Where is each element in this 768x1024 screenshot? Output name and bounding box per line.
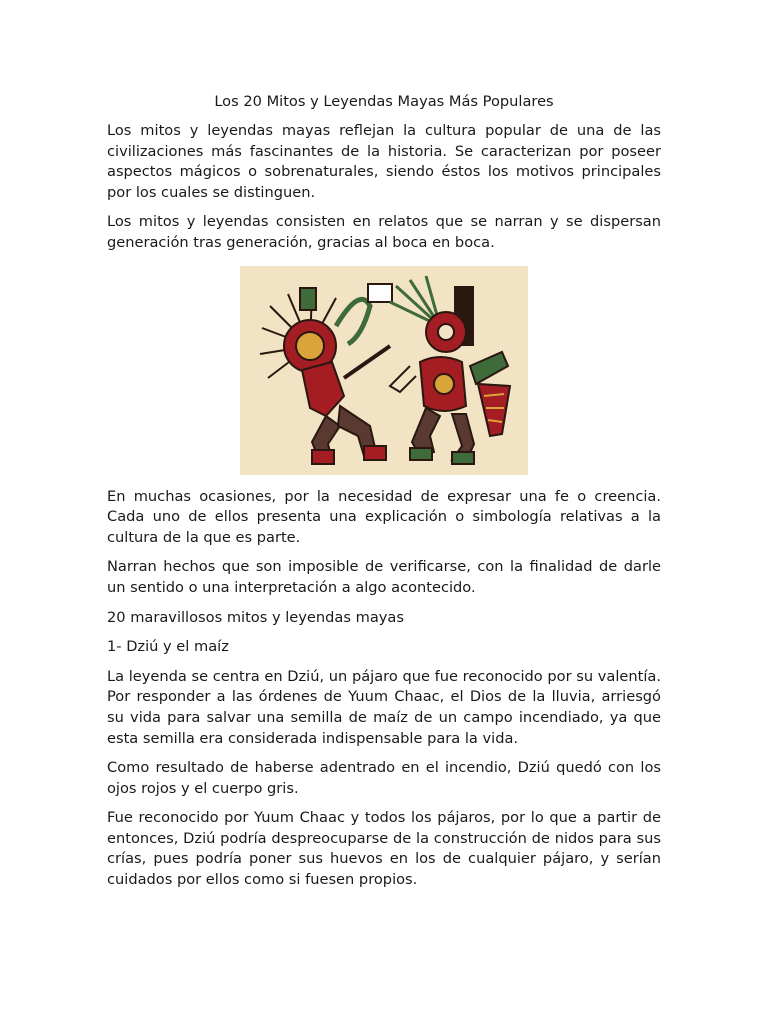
paragraph-intro: Los mitos y leyendas mayas reflejan la cultura popular de una de las civilizaciones más fascinantes de la historia. Se caracterizan por poseer aspectos mágicos o sobrenaturales, siendo éstos los motivos principales por los cuales se distinguen. bbox=[107, 122, 661, 201]
section-heading: 20 maravillosos mitos y leyendas mayas bbox=[107, 608, 404, 626]
paragraph-dziu-result: Como resultado de haberse adentrado en el incendio, Dziú quedó con los ojos rojos y el cuerpo gris. bbox=[107, 759, 661, 797]
paragraph-purpose: Narran hechos que son imposible de verificarse, con la finalidad de darle un sentido o una interpretación a algo acontecido. bbox=[107, 558, 661, 596]
document-title: Los 20 Mitos y Leyendas Mayas Más Populares bbox=[214, 93, 554, 110]
document-page bbox=[107, 92, 661, 900]
codex-illustration bbox=[240, 266, 528, 475]
paragraph-dziu-legend: La leyenda se centra en Dziú, un pájaro que fue reconocido por su valentía. Por responder a las órdenes de Yuum Chaac, el Dios de la lluvia, arriesgó su vida para salvar una semilla de maíz de un campo incendiado, ya que esta semilla era considerada indispensable para la vida. bbox=[107, 667, 661, 747]
paragraph-belief: En muchas ocasiones, por la necesidad de expresar una fe o creencia. Cada uno de ellos presenta una explicación o simbología relativas a la cultura de la que es parte. bbox=[107, 487, 661, 546]
paragraph-dziu-reward: Fue reconocido por Yuum Chaac y todos los pájaros, por lo que a partir de entonces, Dziú podría despreocuparse de la construcción de nidos para sus crías, pues podría poner sus huevos en los de cualquier pájaro, y serían cuidados por ellos como si fuesen propios. bbox=[107, 809, 661, 889]
subsection-heading: 1- Dziú y el maíz bbox=[107, 638, 229, 656]
paragraph-definition: Los mitos y leyendas consisten en relatos que se narran y se dispersan generación tras generación, gracias al boca en boca. bbox=[107, 213, 661, 251]
